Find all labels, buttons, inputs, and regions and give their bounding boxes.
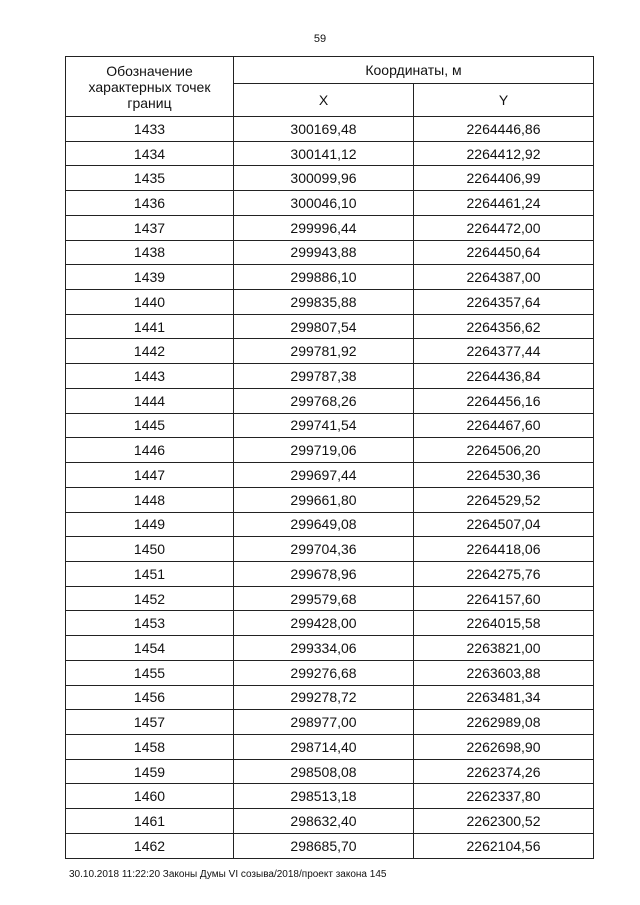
point-id-cell: 1438 [66,240,234,265]
header-designation: Обозначение характерных точек границ [66,57,234,117]
table-header [66,57,594,117]
x-cell: 298977,00 [234,710,414,735]
table-row [66,388,594,413]
table-row [66,809,594,834]
y-cell: 2264450,64 [414,240,594,265]
y-cell: 2264446,86 [414,117,594,142]
table-row [66,438,594,463]
table-row [66,586,594,611]
table-body [66,117,594,859]
table-row [66,660,594,685]
y-cell: 2263481,34 [414,685,594,710]
x-cell: 299886,10 [234,265,414,290]
y-cell: 2264412,92 [414,141,594,166]
x-cell: 299741,54 [234,413,414,438]
x-cell: 299835,88 [234,290,414,315]
x-cell: 300046,10 [234,191,414,216]
table-row [66,784,594,809]
header-x: X [234,84,414,117]
x-cell: 299943,88 [234,240,414,265]
x-cell: 298508,08 [234,759,414,784]
footer-stamp: 30.10.2018 11:22:20 Законы Думы VI созыва/2018/проект закона 145 [69,869,387,880]
point-id-cell: 1457 [66,710,234,735]
x-cell: 300169,48 [234,117,414,142]
point-id-cell: 1445 [66,413,234,438]
y-cell: 2264436,84 [414,364,594,389]
point-id-cell: 1459 [66,759,234,784]
x-cell: 300099,96 [234,166,414,191]
point-id-cell: 1434 [66,141,234,166]
table-row [66,141,594,166]
table-row [66,611,594,636]
y-cell: 2264467,60 [414,413,594,438]
x-cell: 299649,08 [234,512,414,537]
y-cell: 2263603,88 [414,660,594,685]
x-cell: 298714,40 [234,734,414,759]
table-row [66,561,594,586]
point-id-cell: 1450 [66,537,234,562]
table-row [66,240,594,265]
x-cell: 299661,80 [234,487,414,512]
point-id-cell: 1461 [66,809,234,834]
y-cell: 2264456,16 [414,388,594,413]
x-cell: 299278,72 [234,685,414,710]
header-coordinates: Координаты, м [234,57,594,84]
y-cell: 2262337,80 [414,784,594,809]
point-id-cell: 1452 [66,586,234,611]
y-cell: 2262989,08 [414,710,594,735]
table-row [66,537,594,562]
table-row [66,191,594,216]
y-cell: 2264507,04 [414,512,594,537]
y-cell: 2264377,44 [414,339,594,364]
x-cell: 299781,92 [234,339,414,364]
table-row [66,759,594,784]
table-row [66,215,594,240]
x-cell: 299768,26 [234,388,414,413]
point-id-cell: 1458 [66,734,234,759]
y-cell: 2264015,58 [414,611,594,636]
point-id-cell: 1454 [66,636,234,661]
page-number: 59 [313,33,327,45]
y-cell: 2263821,00 [414,636,594,661]
table-row [66,685,594,710]
table-row [66,117,594,142]
y-cell: 2264472,00 [414,215,594,240]
x-cell: 299787,38 [234,364,414,389]
coordinates-table [65,56,594,859]
y-cell: 2264506,20 [414,438,594,463]
table-row [66,166,594,191]
table-row [66,413,594,438]
x-cell: 299579,68 [234,586,414,611]
point-id-cell: 1446 [66,438,234,463]
point-id-cell: 1437 [66,215,234,240]
x-cell: 299276,68 [234,660,414,685]
y-cell: 2264530,36 [414,463,594,488]
point-id-cell: 1441 [66,314,234,339]
table-row [66,487,594,512]
table-row [66,290,594,315]
y-cell: 2262104,56 [414,833,594,858]
table-row [66,734,594,759]
table-row [66,463,594,488]
y-cell: 2264357,64 [414,290,594,315]
x-cell: 299807,54 [234,314,414,339]
point-id-cell: 1444 [66,388,234,413]
table-row [66,636,594,661]
y-cell: 2262300,52 [414,809,594,834]
header-y: Y [414,84,594,117]
point-id-cell: 1462 [66,833,234,858]
point-id-cell: 1442 [66,339,234,364]
point-id-cell: 1448 [66,487,234,512]
y-cell: 2264529,52 [414,487,594,512]
point-id-cell: 1435 [66,166,234,191]
table-row [66,265,594,290]
y-cell: 2262698,90 [414,734,594,759]
x-cell: 298685,70 [234,833,414,858]
point-id-cell: 1443 [66,364,234,389]
x-cell: 300141,12 [234,141,414,166]
table-row [66,710,594,735]
table-row [66,833,594,858]
x-cell: 299719,06 [234,438,414,463]
table-row [66,314,594,339]
point-id-cell: 1453 [66,611,234,636]
point-id-cell: 1440 [66,290,234,315]
point-id-cell: 1451 [66,561,234,586]
y-cell: 2264157,60 [414,586,594,611]
x-cell: 299704,36 [234,537,414,562]
y-cell: 2264461,24 [414,191,594,216]
point-id-cell: 1436 [66,191,234,216]
table-row [66,512,594,537]
y-cell: 2262374,26 [414,759,594,784]
x-cell: 298513,18 [234,784,414,809]
y-cell: 2264418,06 [414,537,594,562]
point-id-cell: 1447 [66,463,234,488]
point-id-cell: 1449 [66,512,234,537]
x-cell: 298632,40 [234,809,414,834]
table-row [66,364,594,389]
point-id-cell: 1455 [66,660,234,685]
x-cell: 299697,44 [234,463,414,488]
point-id-cell: 1433 [66,117,234,142]
point-id-cell: 1460 [66,784,234,809]
y-cell: 2264275,76 [414,561,594,586]
y-cell: 2264356,62 [414,314,594,339]
x-cell: 299678,96 [234,561,414,586]
point-id-cell: 1439 [66,265,234,290]
x-cell: 299334,06 [234,636,414,661]
y-cell: 2264387,00 [414,265,594,290]
x-cell: 299428,00 [234,611,414,636]
table-row [66,339,594,364]
y-cell: 2264406,99 [414,166,594,191]
x-cell: 299996,44 [234,215,414,240]
point-id-cell: 1456 [66,685,234,710]
